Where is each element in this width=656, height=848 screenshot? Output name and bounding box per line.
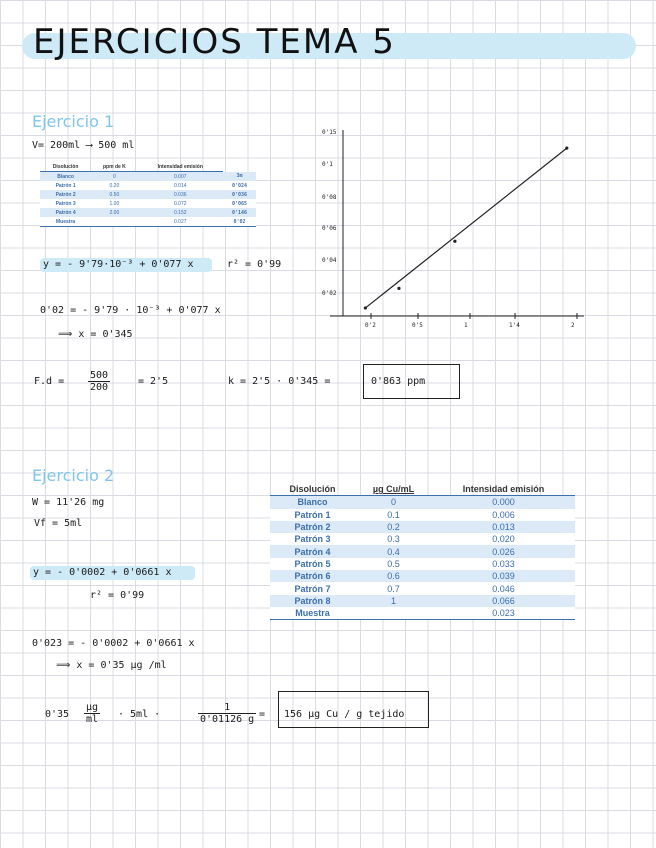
x-tick-label: 2 <box>571 322 575 329</box>
exercise-1-title: Ejercicio 1 <box>32 112 115 131</box>
table-row: Blanco 0 0.007 3m <box>40 172 256 182</box>
table-row: Patrón 4 0.4 0.026 <box>270 545 575 557</box>
ex1-regression: y = - 9'79·10⁻³ + 0'077 x <box>43 259 194 270</box>
table-row: Patrón 3 1.00 0.072 0'065 <box>40 199 256 208</box>
x-tick-label: 1 <box>464 322 468 329</box>
table-row: Patrón 1 0.1 0.006 <box>270 509 575 521</box>
handwritten-value: 0'146 <box>223 208 256 217</box>
y-tick-label: 0'02 <box>322 290 337 297</box>
ex1-table-header: Disolución <box>40 162 91 172</box>
y-tick-label: 0'15 <box>322 129 337 136</box>
ex1-solve-line-1: 0'02 = - 9'79 · 10⁻³ + 0'077 x <box>40 305 221 316</box>
ex2-calc-unit-fraction: µg ml <box>86 702 99 725</box>
y-tick-label: 0'06 <box>322 225 337 232</box>
data-point <box>397 287 400 290</box>
ex2-table-header: Intensidad emisión <box>432 483 575 496</box>
ex2-final-result: 156 µg Cu / g tejido <box>284 709 405 720</box>
ex2-calc-mass-fraction: $\frac{1}{0'01126 g}$ <box>200 702 255 725</box>
ex2-weight: W = 11'26 mg <box>32 497 105 508</box>
ex1-fd-label: F.d = <box>34 376 65 387</box>
table-row: Patrón 8 1 0.066 <box>270 595 575 607</box>
ex2-table <box>270 483 575 620</box>
ex2-final-volume: Vf = 5ml <box>34 518 83 529</box>
x-tick-label: 0'5 <box>412 322 423 329</box>
table-row: Patrón 4 2.00 0.152 0'146 <box>40 208 256 217</box>
ex1-final-result: 0'863 ppm <box>371 376 426 387</box>
ex1-table-header: ppm de K <box>91 162 137 172</box>
data-point <box>364 306 367 309</box>
ex1-table-header: Intensidad emisión <box>138 162 223 172</box>
ex2-calc-value: 0'35 <box>45 709 70 720</box>
table-row: Patrón 2 0.50 0.036 0'036 <box>40 190 256 199</box>
ex2-calc-mid: · 5ml · <box>118 709 161 720</box>
ex1-solve-line-2: ⟹ x = 0'345 <box>58 329 133 340</box>
data-point <box>565 147 568 150</box>
exercise-2-title: Ejercicio 2 <box>32 466 115 485</box>
table-row: Patrón 3 0.3 0.020 <box>270 533 575 545</box>
table-row: Patrón 1 0.20 0.014 0'024 <box>40 181 256 190</box>
table-row: Patrón 7 0.7 0.046 <box>270 582 575 594</box>
x-tick-label: 1'4 <box>509 322 520 329</box>
trendline <box>365 148 566 308</box>
handwritten-value: 0'02 <box>223 217 256 227</box>
data-point <box>453 240 456 243</box>
ex1-calibration-chart <box>318 124 588 334</box>
table-row: Muestra 0.027 0'02 <box>40 217 256 227</box>
ex2-calc-equals: = <box>259 709 266 720</box>
y-tick-label: 0'08 <box>322 194 337 201</box>
table-row: Blanco 0 0.000 <box>270 496 575 509</box>
y-tick-label: 0'04 <box>322 257 337 264</box>
handwritten-value: 0'036 <box>223 190 256 199</box>
ex1-fd-result: = 2'5 <box>138 376 169 387</box>
table-row: Patrón 5 0.5 0.033 <box>270 558 575 570</box>
ex2-table-header: µg Cu/mL <box>355 483 432 496</box>
ex1-table <box>40 162 256 227</box>
table-row: Muestra 0.023 <box>270 607 575 620</box>
ex1-final-prefix: k = 2'5 · 0'345 = <box>228 376 331 387</box>
x-tick-label: 0'2 <box>365 322 376 329</box>
page-title: EJERCICIOS TEMA 5 <box>33 22 396 62</box>
ex1-r2: r² = 0'99 <box>227 259 282 270</box>
handwritten-value: 0'065 <box>223 199 256 208</box>
ex2-regression: y = - 0'0002 + 0'0661 x <box>33 567 172 578</box>
handwritten-value: 3m <box>223 172 256 182</box>
ex1-dilution: V= 200ml ⟶ 500 ml <box>32 140 135 151</box>
handwritten-value: 0'024 <box>223 181 256 190</box>
ex2-solve-line-1: 0'023 = - 0'0002 + 0'0661 x <box>32 638 195 649</box>
ex2-solve-line-2: ⟹ x = 0'35 µg /ml <box>56 660 167 671</box>
ex1-fd-fraction: $\frac{500}{200}$ <box>90 370 109 393</box>
table-row: Patrón 2 0.2 0.013 <box>270 521 575 533</box>
ex2-r2: r² = 0'99 <box>90 590 145 601</box>
table-row: Patrón 6 0.6 0.039 <box>270 570 575 582</box>
ex2-table-header: Disolución <box>270 483 355 496</box>
y-tick-label: 0'1 <box>322 161 333 168</box>
